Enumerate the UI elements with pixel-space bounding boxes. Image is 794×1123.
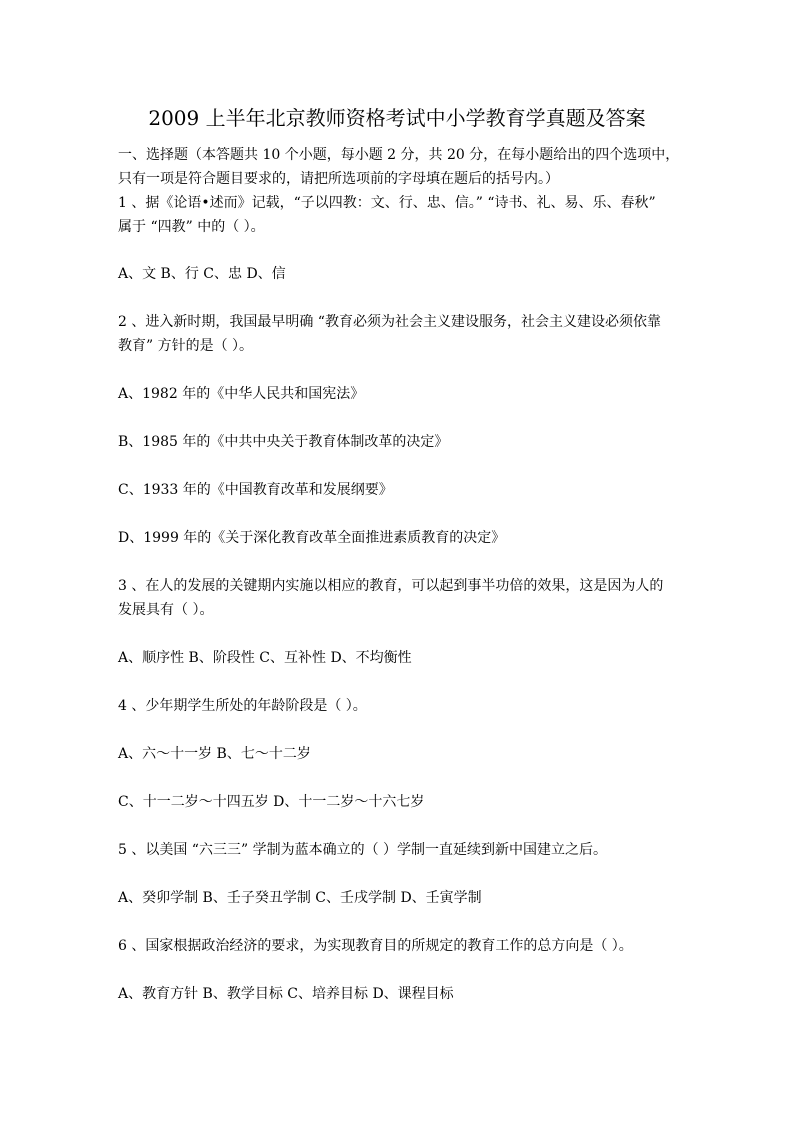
question-1-stem-line-2: 属于 “四教” 中的（ ）。 [118,219,265,235]
question-5-options: A、癸卯学制 B、壬子癸丑学制 C、壬戌学制 D、壬寅学制 [118,890,482,906]
question-2-option-a: A、1982 年的《中华人民共和国宪法》 [118,386,365,402]
question-1-options: A、文 B、行 C、忠 D、信 [118,266,286,282]
question-2-stem-line-1: 2 、进入新时期，我国最早明确 “教育必须为社会主义建设服务，社会主义建设必须依靠 [118,314,661,330]
question-1-stem-line-1: 1 、据《论语•述而》记载，“子以四教：文、行、忠、信。” “诗书、礼、易、乐、春秋” [118,195,656,211]
page-title: 2009 上半年北京教师资格考试中小学教育学真题及答案 [148,106,646,130]
question-4-options-cd: C、十一二岁～十四五岁 D、十一二岁～十六七岁 [118,794,425,810]
question-6-stem: 6 、国家根据政治经济的要求，为实现教育目的所规定的教育工作的总方向是（ ）。 [118,938,633,954]
question-2-option-b: B、1985 年的《中共中央关于教育体制改革的决定》 [118,434,449,450]
question-6-options: A、教育方针 B、教学目标 C、培养目标 D、课程目标 [118,986,454,1002]
question-3-options: A、顺序性 B、阶段性 C、互补性 D、不均衡性 [118,650,412,666]
question-2-option-c: C、1933 年的《中国教育改革和发展纲要》 [118,482,393,498]
question-2-stem-line-2: 教育” 方针的是（ ）。 [118,338,254,354]
question-4-stem: 4 、少年期学生所处的年龄阶段是（ ）。 [118,698,367,714]
question-4-options-ab: A、六～十一岁 B、七～十二岁 [118,746,311,762]
question-5-stem: 5 、以美国 “六三三” 学制为蓝本确立的（ ）学制一直延续到新中国建立之后。 [118,842,608,858]
question-3-stem-line-1: 3 、在人的发展的关键期内实施以相应的教育，可以起到事半功倍的效果，这是因为人的 [118,578,664,594]
section-heading-line-1: 一、选择题（本答题共 10 个小题，每小题 2 分，共 20 分，在每小题给出的四个选项中， [118,147,680,163]
question-3-stem-line-2: 发展具有（ ）。 [118,602,214,618]
question-2-option-d: D、1999 年的《关于深化教育改革全面推进素质教育的决定》 [118,530,506,546]
section-heading-line-2: 只有一项是符合题目要求的，请把所选项前的字母填在题后的括号内。） [118,171,559,187]
